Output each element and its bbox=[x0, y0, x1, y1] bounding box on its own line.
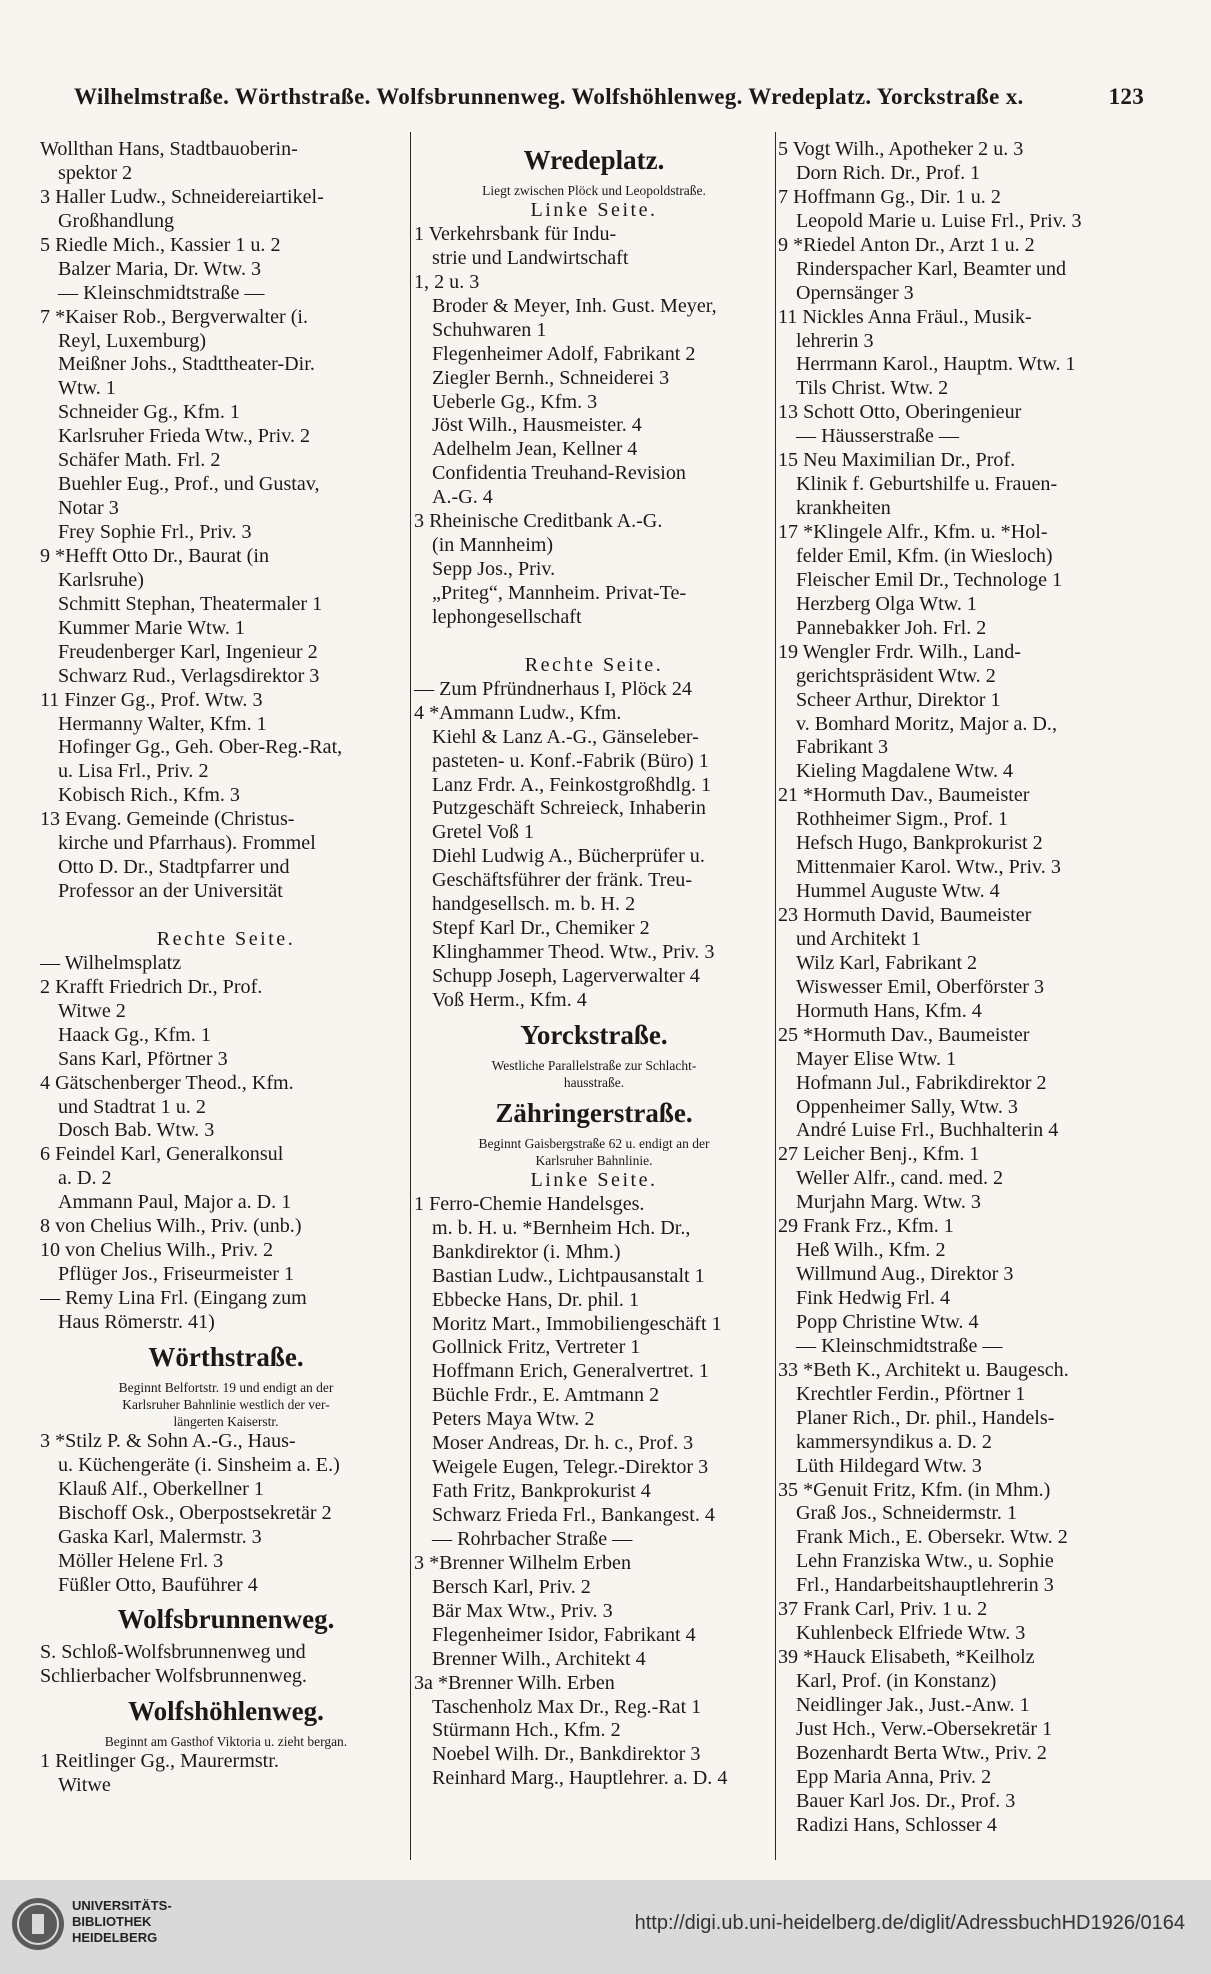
directory-entry: Geschäftsführer der fränk. Treu- bbox=[432, 869, 693, 892]
street-description: Liegt zwischen Plöck und Leopoldstraße. bbox=[482, 183, 706, 198]
directory-entry: Otto D. Dr., Stadtpfarrer und bbox=[58, 856, 290, 879]
directory-entry: u. Lisa Frl., Priv. 2 bbox=[58, 760, 209, 783]
side-label: Rechte Seite. bbox=[156, 927, 296, 950]
directory-entry: — Rohrbacher Straße — bbox=[432, 1527, 633, 1550]
directory-entry: 1 Ferro-Chemie Handelsges. bbox=[414, 1192, 645, 1215]
directory-entry: handgesellsch. m. b. H. 2 bbox=[432, 893, 636, 916]
street-description: Karlsruher Bahnlinie. bbox=[535, 1152, 653, 1168]
directory-entry: Mayer Elise Wtw. 1 bbox=[796, 1047, 957, 1070]
directory-entry: 3 Rheinische Creditbank A.-G. bbox=[414, 510, 663, 533]
directory-entry: Wtw. 1 bbox=[58, 377, 116, 400]
directory-entry: Bär Max Wtw., Priv. 3 bbox=[432, 1599, 613, 1622]
directory-entry: Moritz Mart., Immobiliengeschäft 1 bbox=[432, 1312, 722, 1335]
street-heading: Wörthstraße. bbox=[148, 1341, 304, 1372]
street-heading: Wolfshöhlenweg. bbox=[128, 1696, 324, 1727]
side-label: Rechte Seite. bbox=[524, 653, 664, 676]
directory-entry: Scheer Arthur, Direktor 1 bbox=[796, 688, 1001, 711]
directory-entry: Bozenhardt Berta Wtw., Priv. 2 bbox=[796, 1741, 1047, 1764]
directory-entry: 25 *Hormuth Dav., Baumeister bbox=[778, 1023, 1030, 1046]
column-divider bbox=[775, 132, 776, 1860]
directory-entry: 9 *Riedel Anton Dr., Arzt 1 u. 2 bbox=[778, 233, 1035, 256]
directory-entry: Frank Mich., E. Obersekr. Wtw. 2 bbox=[796, 1526, 1068, 1549]
directory-entry: spektor 2 bbox=[58, 161, 133, 184]
directory-entry: Dosch Bab. Wtw. 3 bbox=[58, 1119, 215, 1142]
directory-entry: Krechtler Ferdin., Pförtner 1 bbox=[796, 1382, 1026, 1405]
directory-entry: Hofinger Gg., Geh. Ober-Reg.-Rat, bbox=[58, 736, 343, 759]
street-description: Beginnt am Gasthof Viktoria u. zieht bergan. bbox=[104, 1734, 348, 1750]
directory-entry: Großhandlung bbox=[58, 209, 175, 232]
directory-entry: Gaska Karl, Malermstr. 3 bbox=[58, 1525, 262, 1548]
directory-entry: Hofmann Jul., Fabrikdirektor 2 bbox=[796, 1071, 1047, 1094]
directory-entry: Neidlinger Jak., Just.-Anw. 1 bbox=[796, 1693, 1030, 1716]
directory-entry: Dorn Rich. Dr., Prof. 1 bbox=[796, 161, 981, 184]
directory-entry: Reinhard Marg., Hauptlehrer. a. D. 4 bbox=[432, 1767, 728, 1790]
directory-entry: Noebel Wilh. Dr., Bankdirektor 3 bbox=[432, 1743, 701, 1766]
directory-entry: Pflüger Jos., Friseurmeister 1 bbox=[58, 1263, 295, 1286]
directory-entry: — Häusserstraße — bbox=[796, 425, 959, 448]
directory-entry: Taschenholz Max Dr., Reg.-Rat 1 bbox=[432, 1695, 702, 1718]
page-number: 123 bbox=[1108, 84, 1144, 109]
directory-entry: Jöst Wilh., Hausmeister. 4 bbox=[432, 414, 642, 437]
directory-entry: 35 *Genuit Fritz, Kfm. (in Mhm.) bbox=[778, 1478, 1051, 1501]
directory-entry: 3 *Brenner Wilhelm Erben bbox=[414, 1551, 631, 1574]
university-seal-icon bbox=[10, 1896, 66, 1952]
directory-entry: 2 Krafft Friedrich Dr., Prof. bbox=[40, 975, 263, 998]
directory-entry: Karlsruher Frieda Wtw., Priv. 2 bbox=[58, 425, 311, 448]
running-title: Wilhelmstraße. Wörthstraße. Wolfsbrunnenweg. Wolfshöhlenweg. Wredeplatz. Yorckstraße x. bbox=[74, 84, 1024, 109]
directory-entry: Lanz Frdr. A., Feinkostgroßhdlg. 1 bbox=[432, 773, 712, 796]
source-url[interactable]: http://digi.ub.uni-heidelberg.de/diglit/AdressbuchHD1926/0164 bbox=[634, 1912, 1185, 1934]
directory-entry: Lüth Hildegard Wtw. 3 bbox=[796, 1454, 982, 1477]
directory-entry: Reyl, Luxemburg) bbox=[58, 329, 207, 352]
directory-entry: André Luise Frl., Buchhalterin 4 bbox=[796, 1119, 1059, 1142]
directory-entry: (in Mannheim) bbox=[432, 534, 554, 557]
column-left bbox=[40, 138, 412, 1798]
directory-entry: Hermanny Walter, Kfm. 1 bbox=[58, 712, 267, 735]
street-description: Beginnt Gaisbergstraße 62 u. endigt an der bbox=[478, 1135, 710, 1151]
directory-entry: 17 *Klingele Alfr., Kfm. u. *Hol- bbox=[778, 521, 1048, 543]
directory-entry: Sepp Jos., Priv. bbox=[432, 558, 556, 581]
directory-entry: „Priteg“, Mannheim. Privat-Te- bbox=[432, 582, 687, 604]
directory-entry: felder Emil, Kfm. (in Wiesloch) bbox=[796, 544, 1053, 567]
directory-entry: Kummer Marie Wtw. 1 bbox=[58, 616, 245, 639]
street-description: Beginnt Belfortstr. 19 und endigt an der bbox=[118, 1379, 334, 1395]
directory-entry: Karl, Prof. (in Konstanz) bbox=[796, 1670, 997, 1692]
directory-entry: 1, 2 u. 3 bbox=[414, 270, 480, 293]
directory-entry: Fink Hedwig Frl. 4 bbox=[796, 1287, 951, 1309]
directory-entry: Meißner Johs., Stadttheater-Dir. bbox=[58, 353, 315, 376]
directory-entry: Balzer Maria, Dr. Wtw. 3 bbox=[58, 257, 262, 280]
directory-entry: Büchle Frdr., E. Amtmann 2 bbox=[432, 1384, 660, 1407]
directory-entry: 8 von Chelius Wilh., Priv. (unb.) bbox=[40, 1215, 302, 1238]
spacer bbox=[40, 904, 412, 928]
directory-entry: 23 Hormuth David, Baumeister bbox=[778, 904, 1032, 926]
directory-entry: 3 Haller Ludw., Schneidereiartikel- bbox=[40, 185, 324, 208]
directory-entry: kirche und Pfarrhaus). Frommel bbox=[58, 832, 316, 855]
directory-entry: Kieling Magdalene Wtw. 4 bbox=[796, 760, 1014, 783]
directory-entry: Ebbecke Hans, Dr. phil. 1 bbox=[432, 1288, 640, 1311]
directory-entry: S. Schloß-Wolfsbrunnenweg und bbox=[40, 1641, 306, 1664]
directory-entry: 1 Verkehrsbank für Indu- bbox=[414, 222, 617, 245]
directory-entry: und Stadtrat 1 u. 2 bbox=[58, 1095, 206, 1118]
directory-entry: Wilz Karl, Fabrikant 2 bbox=[796, 951, 978, 974]
directory-entry: Broder & Meyer, Inh. Gust. Meyer, bbox=[432, 294, 717, 317]
directory-entry: Mittenmaier Karol. Wtw., Priv. 3 bbox=[796, 856, 1061, 879]
directory-entry: Karlsruhe) bbox=[58, 568, 144, 591]
directory-entry: 11 Nickles Anna Fräul., Musik- bbox=[778, 305, 1032, 328]
directory-entry: Frl., Handarbeitshauptlehrerin 3 bbox=[796, 1574, 1054, 1597]
directory-entry: Epp Maria Anna, Priv. 2 bbox=[796, 1765, 992, 1788]
directory-entry: — Kleinschmidtstraße — bbox=[796, 1334, 1003, 1357]
directory-entry: 4 *Ammann Ludw., Kfm. bbox=[414, 701, 622, 724]
directory-entry: Weller Alfr., cand. med. 2 bbox=[796, 1167, 1004, 1190]
directory-entry: — Wilhelmsplatz bbox=[40, 951, 182, 974]
directory-entry: strie und Landwirtschaft bbox=[432, 246, 629, 269]
directory-entry: Hefsch Hugo, Bankprokurist 2 bbox=[796, 832, 1043, 855]
street-description: Westliche Parallelstraße zur Schlacht- bbox=[491, 1057, 697, 1073]
directory-entry: 29 Frank Frz., Kfm. 1 bbox=[778, 1215, 954, 1238]
directory-entry: Schupp Joseph, Lagerverwalter 4 bbox=[432, 965, 700, 987]
directory-entry: Diehl Ludwig A., Bücherprüfer u. bbox=[432, 845, 705, 868]
directory-entry: Klauß Alf., Oberkellner 1 bbox=[58, 1477, 264, 1500]
footer-bar bbox=[0, 1880, 1211, 1974]
directory-entry: Freudenberger Karl, Ingenieur 2 bbox=[58, 640, 318, 663]
directory-entry: Voß Herm., Kfm. 4 bbox=[432, 988, 587, 1011]
directory-entry: Ammann Paul, Major a. D. 1 bbox=[58, 1191, 292, 1214]
directory-entry: Gretel Voß 1 bbox=[432, 821, 534, 844]
directory-entry: Herzberg Olga Wtw. 1 bbox=[796, 592, 977, 615]
directory-entry: Schwarz Rud., Verlagsdirektor 3 bbox=[58, 664, 320, 687]
directory-entry: Oppenheimer Sally, Wtw. 3 bbox=[796, 1095, 1018, 1118]
directory-entry: 11 Finzer Gg., Prof. Wtw. 3 bbox=[40, 688, 263, 711]
directory-entry: Haack Gg., Kfm. 1 bbox=[58, 1023, 211, 1046]
directory-entry: gerichtspräsident Wtw. 2 bbox=[796, 664, 996, 687]
directory-entry: Willmund Aug., Direktor 3 bbox=[796, 1263, 1014, 1286]
directory-entry: Kuhlenbeck Elfriede Wtw. 3 bbox=[796, 1622, 1026, 1645]
directory-entry: Buehler Eug., Prof., und Gustav, bbox=[58, 473, 320, 496]
directory-entry: Klinghammer Theod. Wtw., Priv. 3 bbox=[432, 941, 715, 964]
directory-entry: — Zum Pfründnerhaus I, Plöck 24 bbox=[414, 677, 692, 700]
directory-entry: lehrerin 3 bbox=[796, 329, 874, 352]
directory-entry: Wollthan Hans, Stadtbauoberin- bbox=[40, 138, 298, 160]
directory-entry: Hummel Auguste Wtw. 4 bbox=[796, 880, 1000, 903]
directory-entry: Bauer Karl Jos. Dr., Prof. 3 bbox=[796, 1789, 1016, 1812]
directory-entry: Just Hch., Verw.-Obersekretär 1 bbox=[796, 1717, 1053, 1740]
directory-entry: Rinderspacher Karl, Beamter und bbox=[796, 257, 1067, 280]
directory-entry: 7 *Kaiser Rob., Bergverwalter (i. bbox=[40, 305, 309, 328]
directory-entry: Kobisch Rich., Kfm. 3 bbox=[58, 784, 240, 807]
directory-entry: Gollnick Fritz, Vertreter 1 bbox=[432, 1336, 641, 1359]
directory-entry: Adelhelm Jean, Kellner 4 bbox=[432, 438, 638, 461]
column-middle bbox=[414, 138, 774, 1791]
directory-entry: Moser Andreas, Dr. h. c., Prof. 3 bbox=[432, 1432, 694, 1455]
directory-entry: Schuhwaren 1 bbox=[432, 318, 547, 341]
directory-entry: Frey Sophie Frl., Priv. 3 bbox=[58, 521, 252, 543]
directory-entry: 15 Neu Maximilian Dr., Prof. bbox=[778, 449, 1016, 472]
directory-entry: krankheiten bbox=[796, 497, 891, 520]
directory-entry: 21 *Hormuth Dav., Baumeister bbox=[778, 784, 1030, 807]
directory-entry: Sans Karl, Pförtner 3 bbox=[58, 1047, 228, 1070]
directory-entry: pasteten- u. Konf.-Fabrik (Büro) 1 bbox=[432, 749, 709, 772]
side-label: Linke Seite. bbox=[530, 1168, 658, 1191]
directory-entry: Opernsänger 3 bbox=[796, 281, 914, 304]
directory-entry: 6 Feindel Karl, Generalkonsul bbox=[40, 1143, 284, 1166]
directory-entry: A.-G. 4 bbox=[432, 486, 493, 509]
directory-entry: Murjahn Marg. Wtw. 3 bbox=[796, 1191, 981, 1214]
directory-entry: Putzgeschäft Schreieck, Inhaberin bbox=[432, 797, 706, 820]
directory-entry: Bersch Karl, Priv. 2 bbox=[432, 1575, 591, 1598]
street-heading: Wredeplatz. bbox=[523, 145, 665, 175]
directory-entry: Pannebakker Joh. Frl. 2 bbox=[796, 616, 987, 639]
street-heading: Zähringerstraße. bbox=[495, 1097, 693, 1128]
directory-entry: Flegenheimer Isidor, Fabrikant 4 bbox=[432, 1623, 696, 1646]
directory-entry: Brenner Wilh., Architekt 4 bbox=[432, 1647, 646, 1670]
directory-entry: 3a *Brenner Wilh. Erben bbox=[414, 1671, 615, 1694]
directory-entry: Planer Rich., Dr. phil., Handels- bbox=[796, 1406, 1055, 1429]
directory-entry: Fath Fritz, Bankprokurist 4 bbox=[432, 1480, 651, 1503]
directory-entry: und Architekt 1 bbox=[796, 927, 922, 950]
directory-entry: Haus Römerstr. 41) bbox=[58, 1310, 215, 1333]
directory-entry: 13 Evang. Gemeinde (Christus- bbox=[40, 808, 295, 831]
directory-entry: v. Bomhard Moritz, Major a. D., bbox=[796, 712, 1057, 735]
directory-entry: 7 Hoffmann Gg., Dir. 1 u. 2 bbox=[778, 185, 1001, 208]
directory-entry: Ziegler Bernh., Schneiderei 3 bbox=[432, 366, 670, 389]
university-name: UNIVERSITÄTS- BIBLIOTHEK HEIDELBERG bbox=[72, 1898, 172, 1945]
directory-entry: Graß Jos., Schneidermstr. 1 bbox=[796, 1502, 1018, 1525]
directory-entry: Füßler Otto, Bauführer 4 bbox=[58, 1573, 258, 1596]
directory-entry: 5 Riedle Mich., Kassier 1 u. 2 bbox=[40, 233, 281, 256]
directory-entry: Klinik f. Geburtshilfe u. Frauen- bbox=[796, 473, 1058, 496]
directory-entry: Leopold Marie u. Luise Frl., Priv. 3 bbox=[796, 209, 1082, 232]
directory-entry: Schäfer Math. Frl. 2 bbox=[58, 449, 221, 472]
directory-entry: Fabrikant 3 bbox=[796, 736, 889, 759]
directory-entry: 5 Vogt Wilh., Apotheker 2 u. 3 bbox=[778, 138, 1024, 160]
directory-entry: u. Küchengeräte (i. Sinsheim a. E.) bbox=[58, 1453, 340, 1476]
directory-entry: Fleischer Emil Dr., Technologe 1 bbox=[796, 568, 1063, 591]
directory-entry: 19 Wengler Frdr. Wilh., Land- bbox=[778, 640, 1021, 663]
directory-entry: Tils Christ. Wtw. 2 bbox=[796, 377, 949, 400]
directory-entry: Bankdirektor (i. Mhm.) bbox=[432, 1240, 621, 1263]
directory-entry: — Remy Lina Frl. (Eingang zum bbox=[40, 1287, 307, 1309]
directory-entry: Flegenheimer Adolf, Fabrikant 2 bbox=[432, 342, 696, 365]
street-description: längerten Kaiserstr. bbox=[173, 1413, 279, 1429]
directory-entry: 33 *Beth K., Architekt u. Baugesch. bbox=[778, 1358, 1069, 1381]
directory-entry: Stürmann Hch., Kfm. 2 bbox=[432, 1719, 621, 1742]
directory-entry: m. b. H. u. *Bernheim Hch. Dr., bbox=[432, 1216, 691, 1239]
street-heading: Wolfsbrunnenweg. bbox=[117, 1604, 335, 1635]
directory-entry: Stepf Karl Dr., Chemiker 2 bbox=[432, 917, 650, 940]
directory-entry: Wiswesser Emil, Oberförster 3 bbox=[796, 975, 1045, 998]
directory-entry: 39 *Hauck Elisabeth, *Keilholz bbox=[778, 1646, 1035, 1669]
directory-entry: Weigele Eugen, Telegr.-Direktor 3 bbox=[432, 1456, 709, 1479]
directory-entry: Professor an der Universität bbox=[58, 880, 283, 903]
directory-entry: — Kleinschmidtstraße — bbox=[58, 281, 265, 304]
directory-entry: 4 Gätschenberger Theod., Kfm. bbox=[40, 1071, 294, 1094]
directory-entry: a. D. 2 bbox=[58, 1167, 112, 1190]
directory-entry: Notar 3 bbox=[58, 497, 119, 520]
directory-entry: 9 *Hefft Otto Dr., Baurat (in bbox=[40, 544, 269, 567]
directory-entry: Möller Helene Frl. 3 bbox=[58, 1549, 224, 1572]
directory-entry: Bischoff Osk., Oberpostsekretär 2 bbox=[58, 1501, 332, 1524]
directory-entry: Witwe 2 bbox=[58, 999, 126, 1022]
directory-entry: 27 Leicher Benj., Kfm. 1 bbox=[778, 1143, 980, 1166]
street-description: hausstraße. bbox=[563, 1074, 625, 1090]
directory-entry: Schneider Gg., Kfm. 1 bbox=[58, 401, 240, 424]
directory-entry: Rothheimer Sigm., Prof. 1 bbox=[796, 808, 1009, 831]
directory-entry: 37 Frank Carl, Priv. 1 u. 2 bbox=[778, 1598, 988, 1621]
directory-entry: Hoffmann Erich, Generalvertret. 1 bbox=[432, 1360, 709, 1383]
directory-entry: Herrmann Karol., Hauptm. Wtw. 1 bbox=[796, 353, 1076, 376]
street-description: Karlsruher Bahnlinie westlich der ver- bbox=[122, 1396, 330, 1412]
directory-entry: Lehn Franziska Wtw., u. Sophie bbox=[796, 1550, 1054, 1573]
directory-entry: 3 *Stilz P. & Sohn A.-G., Haus- bbox=[40, 1429, 296, 1452]
directory-entry: Witwe bbox=[58, 1774, 111, 1797]
directory-entry: 1 Reitlinger Gg., Maurermstr. bbox=[40, 1750, 279, 1773]
side-label: Linke Seite. bbox=[530, 199, 658, 221]
directory-entry: Hormuth Hans, Kfm. 4 bbox=[796, 999, 982, 1022]
directory-entry: Bastian Ludw., Lichtpausanstalt 1 bbox=[432, 1264, 705, 1287]
spacer bbox=[414, 630, 774, 654]
directory-entry: 13 Schott Otto, Oberingenieur bbox=[778, 401, 1022, 424]
directory-entry: Ueberle Gg., Kfm. 3 bbox=[432, 390, 598, 413]
directory-entry: Confidentia Treuhand-Revision bbox=[432, 462, 686, 485]
directory-entry: lephongesellschaft bbox=[432, 605, 582, 628]
directory-entry: kammersyndikus a. D. 2 bbox=[796, 1430, 992, 1453]
directory-entry: Schwarz Frieda Frl., Bankangest. 4 bbox=[432, 1504, 715, 1526]
directory-entry: Radizi Hans, Schlosser 4 bbox=[796, 1813, 997, 1836]
directory-entry: Popp Christine Wtw. 4 bbox=[796, 1310, 979, 1333]
column-right bbox=[778, 138, 1140, 1838]
page-header bbox=[64, 80, 1144, 114]
street-heading: Yorckstraße. bbox=[520, 1019, 668, 1050]
directory-entry: Heß Wilh., Kfm. 2 bbox=[796, 1239, 946, 1262]
directory-entry: Schmitt Stephan, Theatermaler 1 bbox=[58, 592, 323, 615]
directory-entry: Schlierbacher Wolfsbrunnenweg. bbox=[40, 1665, 307, 1688]
directory-entry: Peters Maya Wtw. 2 bbox=[432, 1408, 595, 1431]
directory-entry: 10 von Chelius Wilh., Priv. 2 bbox=[40, 1239, 274, 1262]
directory-entry: Kiehl & Lanz A.-G., Gänseleber- bbox=[432, 725, 699, 748]
